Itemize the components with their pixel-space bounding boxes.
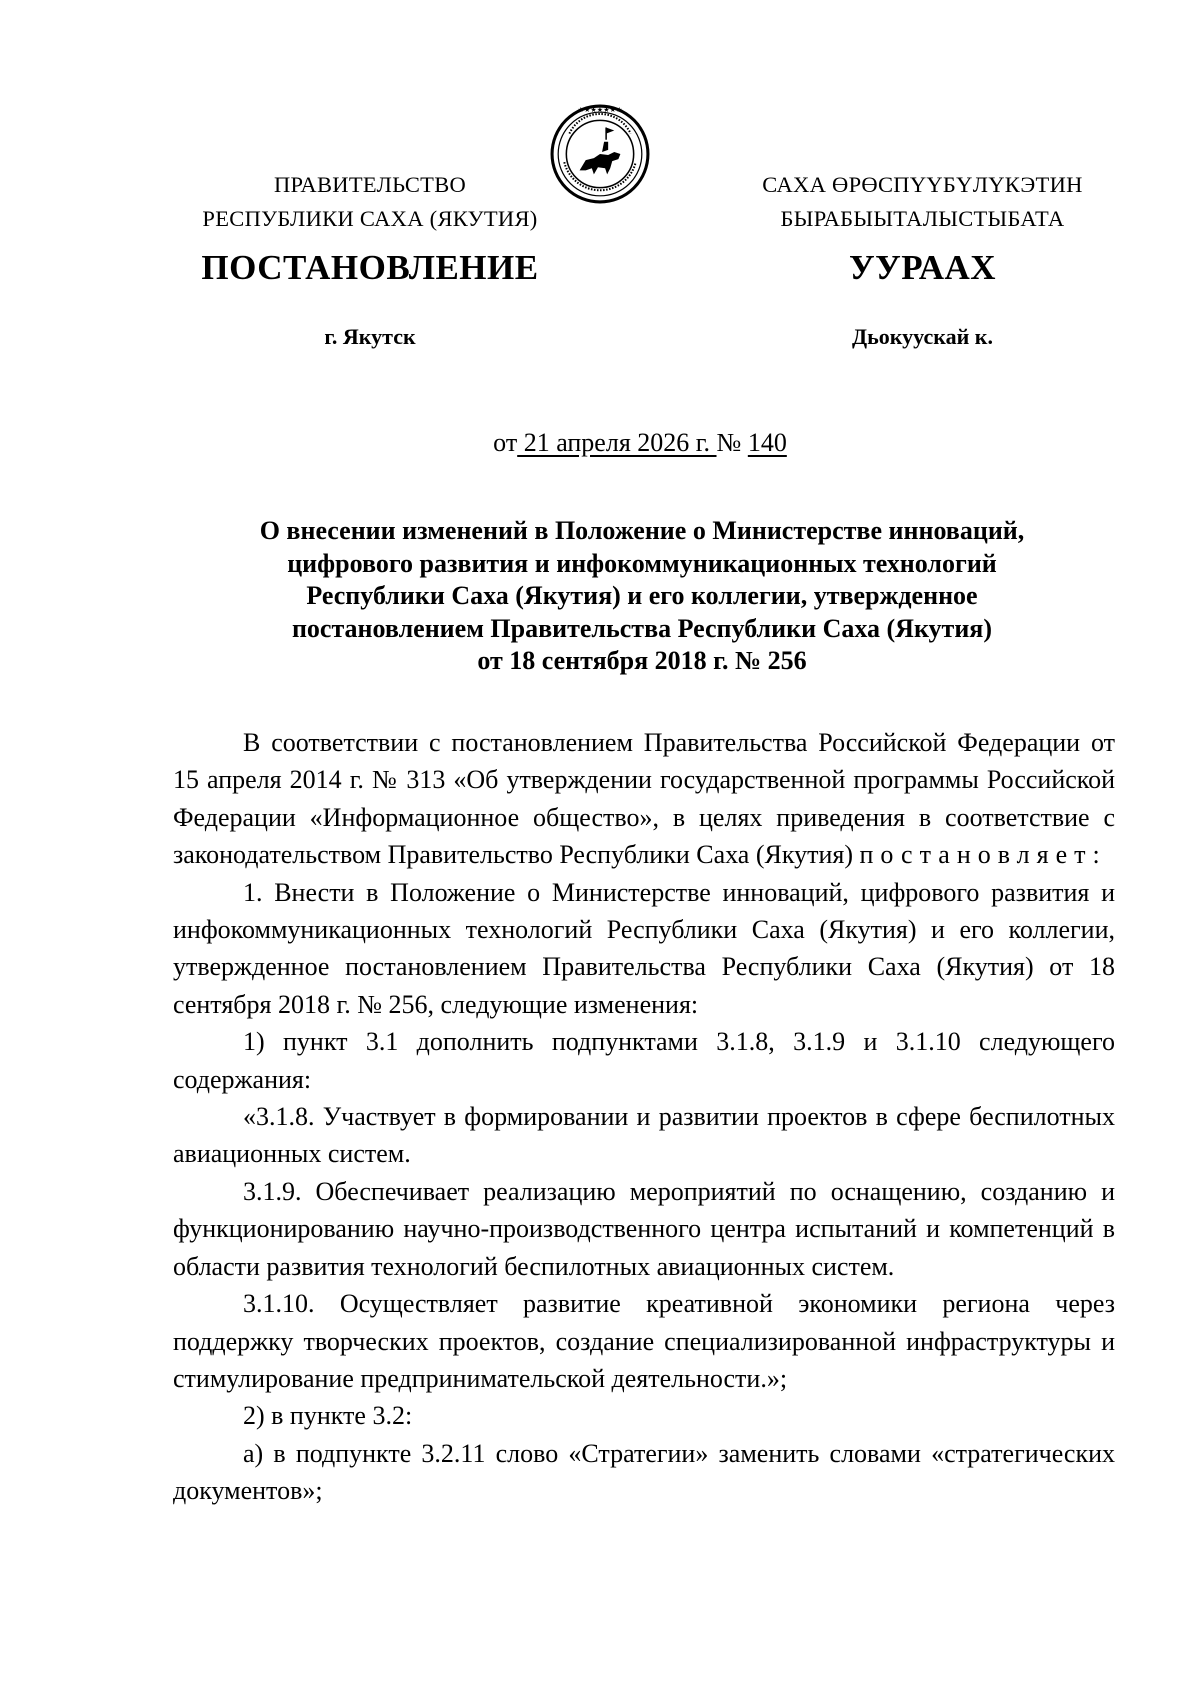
paragraph-subitem-2: 2) в пункте 3.2: xyxy=(243,1401,413,1431)
svg-text:★★★★★★★: ★★★★★★★ xyxy=(577,105,623,115)
title-line: от 18 сентября 2018 г. № 256 xyxy=(477,646,807,675)
date-number-line xyxy=(0,428,1200,458)
paragraph-subitem-a: а) в подпункте 3.2.11 слово «Стратегии» заменить словами «стратегических документов»; xyxy=(173,1438,1115,1506)
paragraph-item-1: 1. Внести в Положение о Министерстве инноваций, цифрового развития и инфокоммуникационных технологий Республики Саха (Якутия) и его коллегии, утвержденное постановлением Правительства Республики Саха (Якутия) от 18 сентября 2018 г. № 256, следующие изменения: xyxy=(173,877,1115,1019)
paragraph-preamble xyxy=(173,724,1115,874)
paragraph-3-1-9: 3.1.9. Обеспечивает реализацию мероприятий по оснащению, созданию и функционированию научно-производственного центра испытаний и компетенций в области развития технологий беспилотных авиационных систем. xyxy=(173,1176,1115,1281)
title-line: цифрового развития и инфокоммуникационных технологий xyxy=(287,548,997,578)
header-sah-line2: БЫРАБЫЫТАЛЫСТЫБАТА xyxy=(780,206,1065,231)
paragraph-subitem-1: 1) пункт 3.1 дополнить подпунктами 3.1.8, 3.1.9 и 3.1.10 следующего содержания: xyxy=(173,1027,1115,1094)
document-body xyxy=(173,724,1115,1510)
document-number: 140 xyxy=(747,428,787,457)
city-ru: г. Якутск xyxy=(324,324,416,349)
paragraph-3-1-8: «3.1.8. Участвует в формировании и развитии проектов в сфере беспилотных авиационных систем. xyxy=(173,1102,1115,1169)
city-sah: Дьокуускай к. xyxy=(852,324,993,349)
header-sah-line1: САХА ӨРӨСПҮҮБҮЛҮКЭТИН xyxy=(762,172,1083,197)
document-title xyxy=(172,515,1112,678)
doc-type-sah: УУРААХ xyxy=(848,248,997,287)
header-ru-line1: ПРАВИТЕЛЬСТВО xyxy=(273,172,467,197)
date-prefix: от xyxy=(493,428,518,457)
paragraph-3-1-10: 3.1.10. Осуществляет развитие креативной экономики региона через поддержку творческих проектов, создание специализированной инфраструктуры и стимулирование предпринимательской деятельности.»; xyxy=(173,1289,1115,1393)
title-line: Республики Саха (Якутия) и его коллегии, утвержденное xyxy=(306,581,978,610)
preamble-text: В соответствии с постановлением Правительства Российской Федерации от 15 апреля 2014 г. № 313 «Об утверждении государственной программы Российской Федерации «Информационное общество», в целях приведения в соответствие с законодательством Правительство Республики Саха (Якутия) xyxy=(173,728,1115,870)
header-sah xyxy=(745,168,1100,236)
coat-of-arms-icon xyxy=(549,103,651,205)
title-line: О внесении изменений в Положение о Министерстве инноваций, xyxy=(259,516,1025,545)
doc-type-ru: ПОСТАНОВЛЕНИЕ xyxy=(201,248,539,287)
header-ru-line2: РЕСПУБЛИКИ САХА (ЯКУТИЯ) xyxy=(202,206,538,231)
date-value: 21 апреля 2026 г. xyxy=(517,428,717,457)
header-ru xyxy=(185,168,555,236)
decree-word: постановляет: xyxy=(859,840,1107,870)
title-line: постановлением Правительства Республики Саха (Якутия) xyxy=(291,613,993,643)
number-sign: № xyxy=(716,428,742,457)
